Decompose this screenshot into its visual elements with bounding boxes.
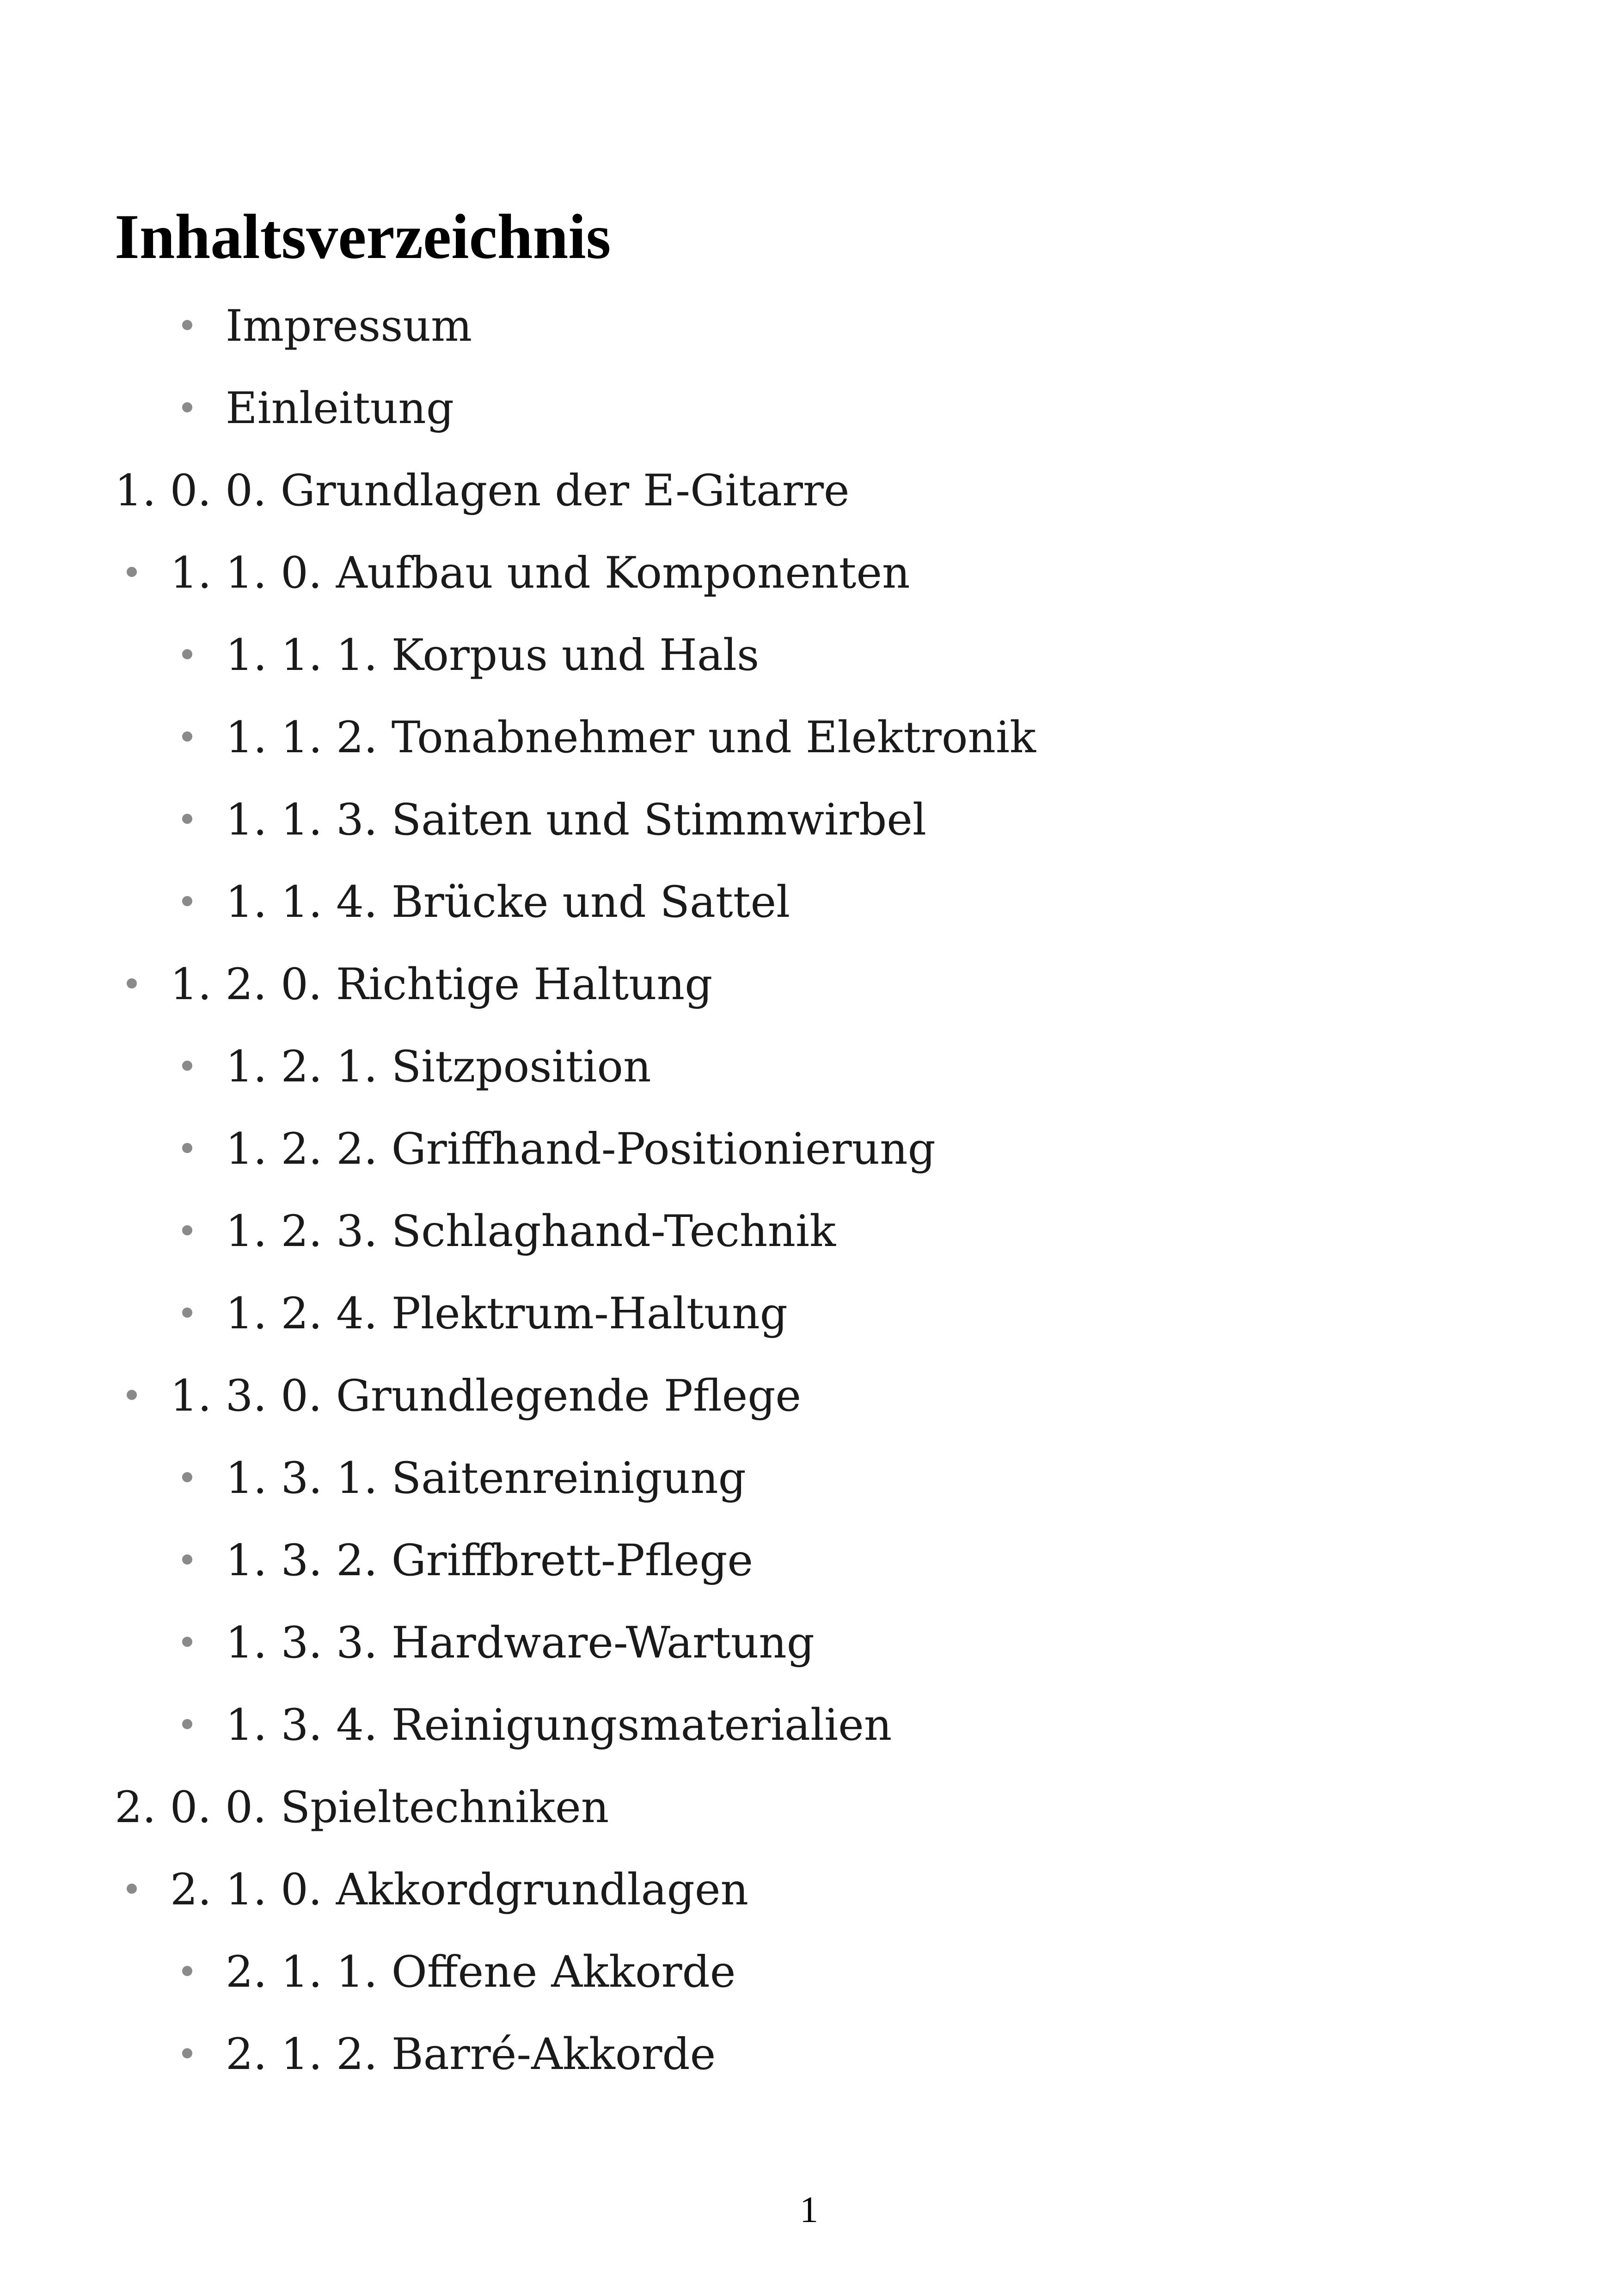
bullet-icon: [182, 1143, 192, 1153]
toc-entry-label[interactable]: 1. 1. 2. Tonabnehmer und Elektronik: [226, 712, 1036, 763]
toc-entry[interactable]: [0, 1122, 1526, 1177]
toc-entry[interactable]: [0, 1533, 1526, 1589]
page-number: 1: [800, 2190, 818, 2230]
toc-entry[interactable]: [0, 463, 1526, 519]
bullet-icon: [182, 731, 192, 742]
bullet-icon: [182, 1637, 192, 1647]
toc-entry[interactable]: [0, 710, 1526, 766]
toc-entry[interactable]: [0, 1451, 1526, 1506]
bullet-icon: [182, 402, 192, 412]
toc-entry[interactable]: [0, 1945, 1526, 2000]
toc-entry[interactable]: [0, 1698, 1526, 1753]
bullet-icon: [127, 567, 137, 577]
bullet-icon: [182, 1061, 192, 1071]
toc-entry-label[interactable]: 2. 1. 1. Offene Akkorde: [226, 1947, 736, 1997]
toc-entry-label[interactable]: 1. 3. 4. Reinigungsmaterialien: [226, 1700, 892, 1750]
bullet-icon: [182, 896, 192, 906]
toc-entry[interactable]: [0, 1369, 1526, 1424]
bullet-icon: [182, 320, 192, 330]
toc-entry[interactable]: [0, 1286, 1526, 1342]
toc-entry-label[interactable]: 1. 3. 2. Griffbrett-Pflege: [226, 1535, 753, 1586]
toc-entry-label[interactable]: 1. 2. 4. Plektrum-Haltung: [226, 1289, 788, 1339]
toc-entry[interactable]: [0, 628, 1526, 683]
bullet-icon: [182, 1719, 192, 1729]
toc-entry[interactable]: [0, 1780, 1526, 1836]
bullet-icon: [182, 1225, 192, 1235]
toc-entry-label[interactable]: Impressum: [226, 301, 472, 351]
toc-entry-label[interactable]: 1. 3. 3. Hardware-Wartung: [226, 1618, 815, 1668]
toc-entry[interactable]: [0, 299, 1526, 354]
page-title: Inhaltsverzeichnis: [115, 201, 611, 272]
bullet-icon: [182, 1308, 192, 1318]
toc-entry[interactable]: [0, 546, 1526, 601]
bullet-icon: [182, 2048, 192, 2058]
toc-entry-label[interactable]: 1. 0. 0. Grundlagen der E-Gitarre: [115, 466, 850, 516]
toc-entry-label[interactable]: 2. 1. 2. Barré-Akkorde: [226, 2029, 716, 2080]
bullet-icon: [127, 978, 137, 988]
toc-entry[interactable]: [0, 957, 1526, 1013]
toc-entry[interactable]: [0, 1615, 1526, 1671]
bullet-icon: [182, 1966, 192, 1976]
toc-entry-label[interactable]: 1. 2. 0. Richtige Haltung: [170, 959, 713, 1010]
toc-entry-label[interactable]: 2. 0. 0. Spieltechniken: [115, 1782, 609, 1833]
toc-entry-label[interactable]: 1. 2. 1. Sitzposition: [226, 1042, 651, 1092]
bullet-icon: [127, 1884, 137, 1894]
bullet-icon: [127, 1390, 137, 1400]
toc-entry-label[interactable]: 1. 3. 0. Grundlegende Pflege: [170, 1371, 802, 1421]
bullet-icon: [182, 814, 192, 824]
bullet-icon: [182, 1472, 192, 1482]
toc-entry[interactable]: [0, 1039, 1526, 1095]
toc-entry-label[interactable]: 2. 1. 0. Akkordgrundlagen: [170, 1865, 749, 1915]
toc-entry[interactable]: [0, 1862, 1526, 1918]
toc-entry-label[interactable]: 1. 2. 2. Griffhand-Positionierung: [226, 1124, 936, 1174]
toc-entry-label[interactable]: Einleitung: [226, 383, 454, 434]
toc-entry-label[interactable]: 1. 1. 3. Saiten und Stimmwirbel: [226, 795, 926, 845]
toc-entry-label[interactable]: 1. 1. 0. Aufbau und Komponenten: [170, 548, 910, 598]
bullet-icon: [182, 649, 192, 659]
toc-entry-label[interactable]: 1. 1. 1. Korpus und Hals: [226, 630, 760, 681]
toc-entry[interactable]: [0, 792, 1526, 848]
toc-entry[interactable]: [0, 1204, 1526, 1259]
toc-entry-label[interactable]: 1. 2. 3. Schlaghand-Technik: [226, 1206, 836, 1257]
toc-entry[interactable]: [0, 381, 1526, 436]
toc-entry[interactable]: [0, 2027, 1526, 2082]
bullet-icon: [182, 1554, 192, 1565]
toc-entry[interactable]: [0, 875, 1526, 930]
toc-entry-label[interactable]: 1. 1. 4. Brücke und Sattel: [226, 877, 791, 927]
toc-entry-label[interactable]: 1. 3. 1. Saitenreinigung: [226, 1453, 746, 1504]
